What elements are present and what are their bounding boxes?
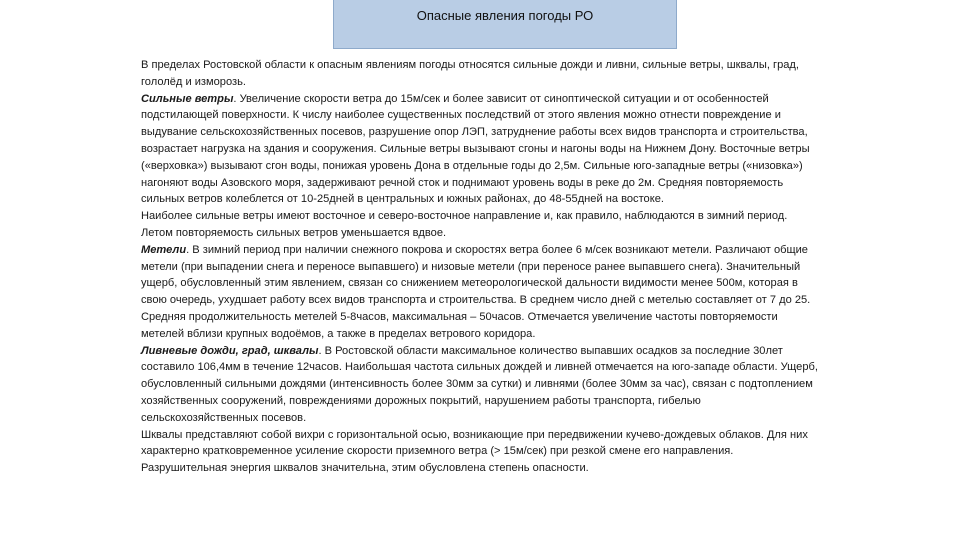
paragraph-winds-direction: Наиболее сильные ветры имеют восточное и северо-восточное направление и, как правило, наблюдаются в зимний период. Летом повторяемость сильных ветров уменьшается вдвое. <box>141 210 788 239</box>
paragraph-rain <box>141 343 821 427</box>
slide-title: Опасные явления погоды РО <box>416 8 594 23</box>
winds-text: . Увеличение скорости ветра до 15м/сек и более зависит от синоптической ситуации и от особенностей подстилающей поверхности. К числу наиболее существенных последствий от этого явления можно отнести повреждение и выдувание сельскохозяйственных посевов, разрушение опор ЛЭП, затруднение работы всех видов транспорта и строительства, возрастает нагрузка на здания и сооружения. Сильные ветры вызывают сгоны и нагоны воды на Нижнем Дону. Восточные ветры («верховка») вызывают сгон воды, понижая уровень Дона в отдельные годы до 2,5м. Сильные юго-западные ветры («низовка») нагоняют воды Азовского моря, задерживают речной сток и поднимают уровень воды в реке до 2м. Средняя повторяемость сильных ветров колеблется от 10-25дней в центральных и южных районах, до 48-55дней на востоке. <box>141 92 810 206</box>
paragraph-blizzards <box>141 242 821 343</box>
blizzard-text: . В зимний период при наличии снежного покрова и скоростях ветра более 6 м/сек возникают метели. Различают общие метели (при выпадении снега и переносе выпавшего) и низовые метели (при переносе ранее выпавшего снега). Значительный ущерб, обусловленный этим явлением, связан со снижением метеорологической дальности видимости менее 500м, которая в свою очередь, ухудшает работу всех видов транспорта и строительства. В среднем число дней с метелью составляет от 7 до 25. Средняя продолжительность метелей 5-8часов, максимальная – 50часов. Отмечается увеличение частоты повторяемости метелей вблизи крупных водоёмов, а также в пределах ветрового коридора. <box>141 243 811 340</box>
term-rain-hail-squalls: Ливневые дожди, град, шквалы <box>141 344 319 357</box>
paragraph-squalls: Шквалы представляют собой вихри с горизонтальной осью, возникающие при передвижении кучево-дождевых облаков. Для них характерно кратковременное усиление скорости приземного ветра (> 15м/сек) при резкой смене его направления. Разрушительная энергия шквалов значительна, этим обусловлена степень опасности. <box>141 428 808 475</box>
slide-body <box>141 57 821 477</box>
term-blizzards: Метели <box>141 243 187 256</box>
term-strong-winds: Сильные ветры <box>141 92 234 105</box>
slide-title-box <box>333 0 677 49</box>
paragraph-intro: В пределах Ростовской области к опасным явлениям погоды относятся сильные дожди и ливни, сильные ветры, шквалы, град, гололёд и изморозь. <box>141 59 799 88</box>
rain-text: . В Ростовской области максимальное количество выпавших осадков за последние 30лет составило 106,4мм в течение 12часов. Наибольшая частота сильных дождей и ливней отмечается на юго-западе области. Ущерб, обусловленный сильными дождями (интенсивность более 30мм за сутки) и ливнями (более 30мм за час), связан с подтоплением хозяйственных сооружений, повреждениями дорожных покрытий, нарушением работы транспорта, гибелью сельскохозяйственных посевов. <box>141 344 818 424</box>
paragraph-winds <box>141 91 821 209</box>
